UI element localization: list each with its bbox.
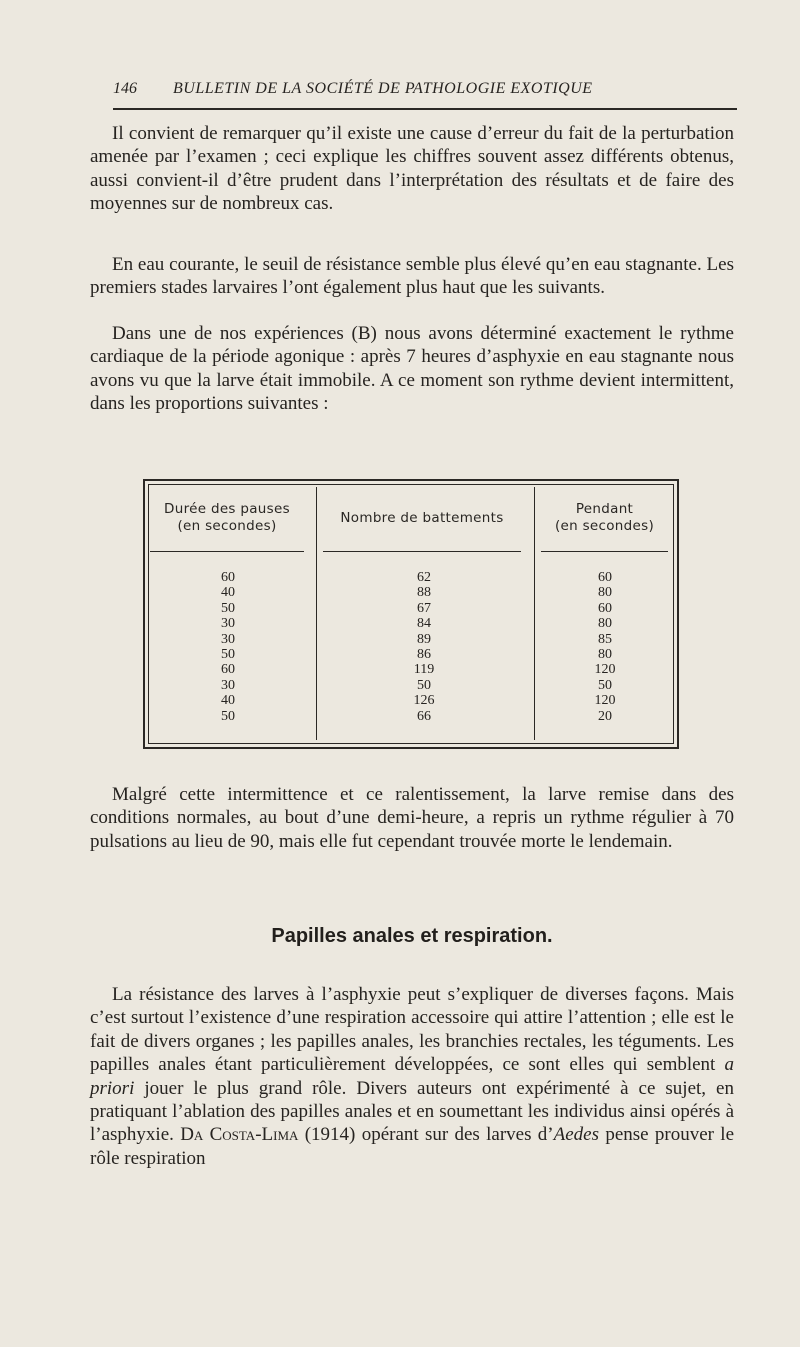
text-run: pense prouver le rôle respiration [90,1124,734,1169]
table-cell: 60 [221,662,235,678]
section-heading: Papilles anales et respiration. [271,925,553,947]
table-cell: 85 [598,631,612,647]
table-header-rule [541,551,668,552]
table-cell: 80 [598,647,612,663]
table-cell: 60 [598,600,612,616]
table-cell: 67 [417,600,431,616]
table-cell: 50 [221,600,235,616]
table-cell: 86 [417,647,431,663]
table-cell: 80 [598,585,612,601]
table-cell: 30 [221,616,235,632]
text-run: La résistance des larves à l’asphyxie peut s’expliquer de diverses façons. Mais c’est surtout l’existence d’une respiration accessoire qui attire l’attention ; elle est le fait de divers organes ; les papilles anales, les branchies rectales, les téguments. Les papilles anales étant particulièrement développées, ce sont elles qui semblent [90,984,734,1076]
genus-name: Aedes [553,1124,600,1146]
header-line: Durée des pauses [164,501,290,517]
table-cell: 40 [221,693,235,709]
table-cell: 50 [598,677,612,693]
table-cell: 50 [417,677,431,693]
table-cell: 60 [221,570,235,585]
table-cell: 30 [221,677,235,693]
table-column-pause-duration [208,570,248,724]
table-header-pause-duration [150,501,304,535]
table-header-rule [323,551,521,552]
table-cell: 119 [413,662,435,678]
table-cell: 84 [417,616,431,632]
table-inner-border [148,484,149,744]
table-inner-border [148,484,674,485]
running-title: BULLETIN DE LA SOCIÉTÉ DE PATHOLOGIE EXOTIQUE [173,80,593,97]
table-column-during [585,570,625,724]
table-cell: 50 [221,708,235,724]
table-cell: 20 [598,708,612,724]
table-header-during [541,501,668,535]
table-cell: 88 [417,585,431,601]
table-column-divider [316,487,317,740]
text-run: (1914) opérant sur des larves d’ [298,1124,554,1146]
table-cell: 89 [417,631,431,647]
table-header-rule [150,551,304,552]
table-cell: 66 [417,708,431,724]
table-cell: 120 [594,693,616,709]
table-column-divider [534,487,535,740]
table-cell: 80 [598,616,612,632]
header-line: (en secondes) [177,518,277,534]
paragraph-error-cause: Il convient de remarquer qu’il existe une cause d’erreur du fait de la perturbation amenée par l’examen ; ceci explique les chiffres souvent assez différents obtenus, aussi convient-il d’être prudent dans l’interprétation des résultats et de faire des moyennes sur de nombreux cas. [90,123,734,215]
table-header-beat-count [323,510,521,527]
author-name: Da Costa-Lima [180,1124,299,1146]
page-header [113,80,737,106]
table-inner-border [673,484,674,744]
header-line: Nombre de battements [340,510,504,526]
paragraph-running-water: En eau courante, le seuil de résistance semble plus élevé qu’en eau stagnante. Les premiers stades larvaires l’ont également plus haut que les suivants. [90,254,734,299]
paragraph-intermittence: Malgré cette intermittence et ce ralentissement, la larve remise dans des conditions normales, au bout d’une demi-heure, a repris un rythme régulier à 70 pulsations au lieu de 90, mais elle fut cependant trouvée morte le lendemain. [90,784,734,852]
table-cell: 120 [594,662,616,678]
table-cell: 30 [221,631,235,647]
table-cell: 40 [221,585,235,601]
paragraph-anal-papillae [90,983,734,1170]
page-number: 146 [113,80,137,97]
table-cell: 60 [598,570,612,585]
table-cell: 50 [221,647,235,663]
table-column-beat-count [404,570,444,724]
table-cell: 62 [417,570,431,585]
header-line: (en secondes) [554,518,655,534]
header-line: Pendant [575,501,634,517]
italic-text: a priori [90,1054,734,1099]
header-rule [113,108,737,110]
text-run: jouer le plus grand rôle. Divers auteurs ont expérimenté à ce sujet, en pratiquant l’ablation des papilles anales et en soumettant les individus ainsi opérés à l’asphyxie. [90,1077,734,1146]
table-inner-border [148,743,674,744]
table-cell: 126 [413,693,435,709]
paragraph-experiment-b: Dans une de nos expériences (B) nous avons déterminé exactement le rythme cardiaque de la période agonique : après 7 heures d’asphyxie en eau stagnante nous avons vu que la larve était immobile. A ce moment son rythme devient intermittent, dans les proportions suivantes : [90,323,734,415]
